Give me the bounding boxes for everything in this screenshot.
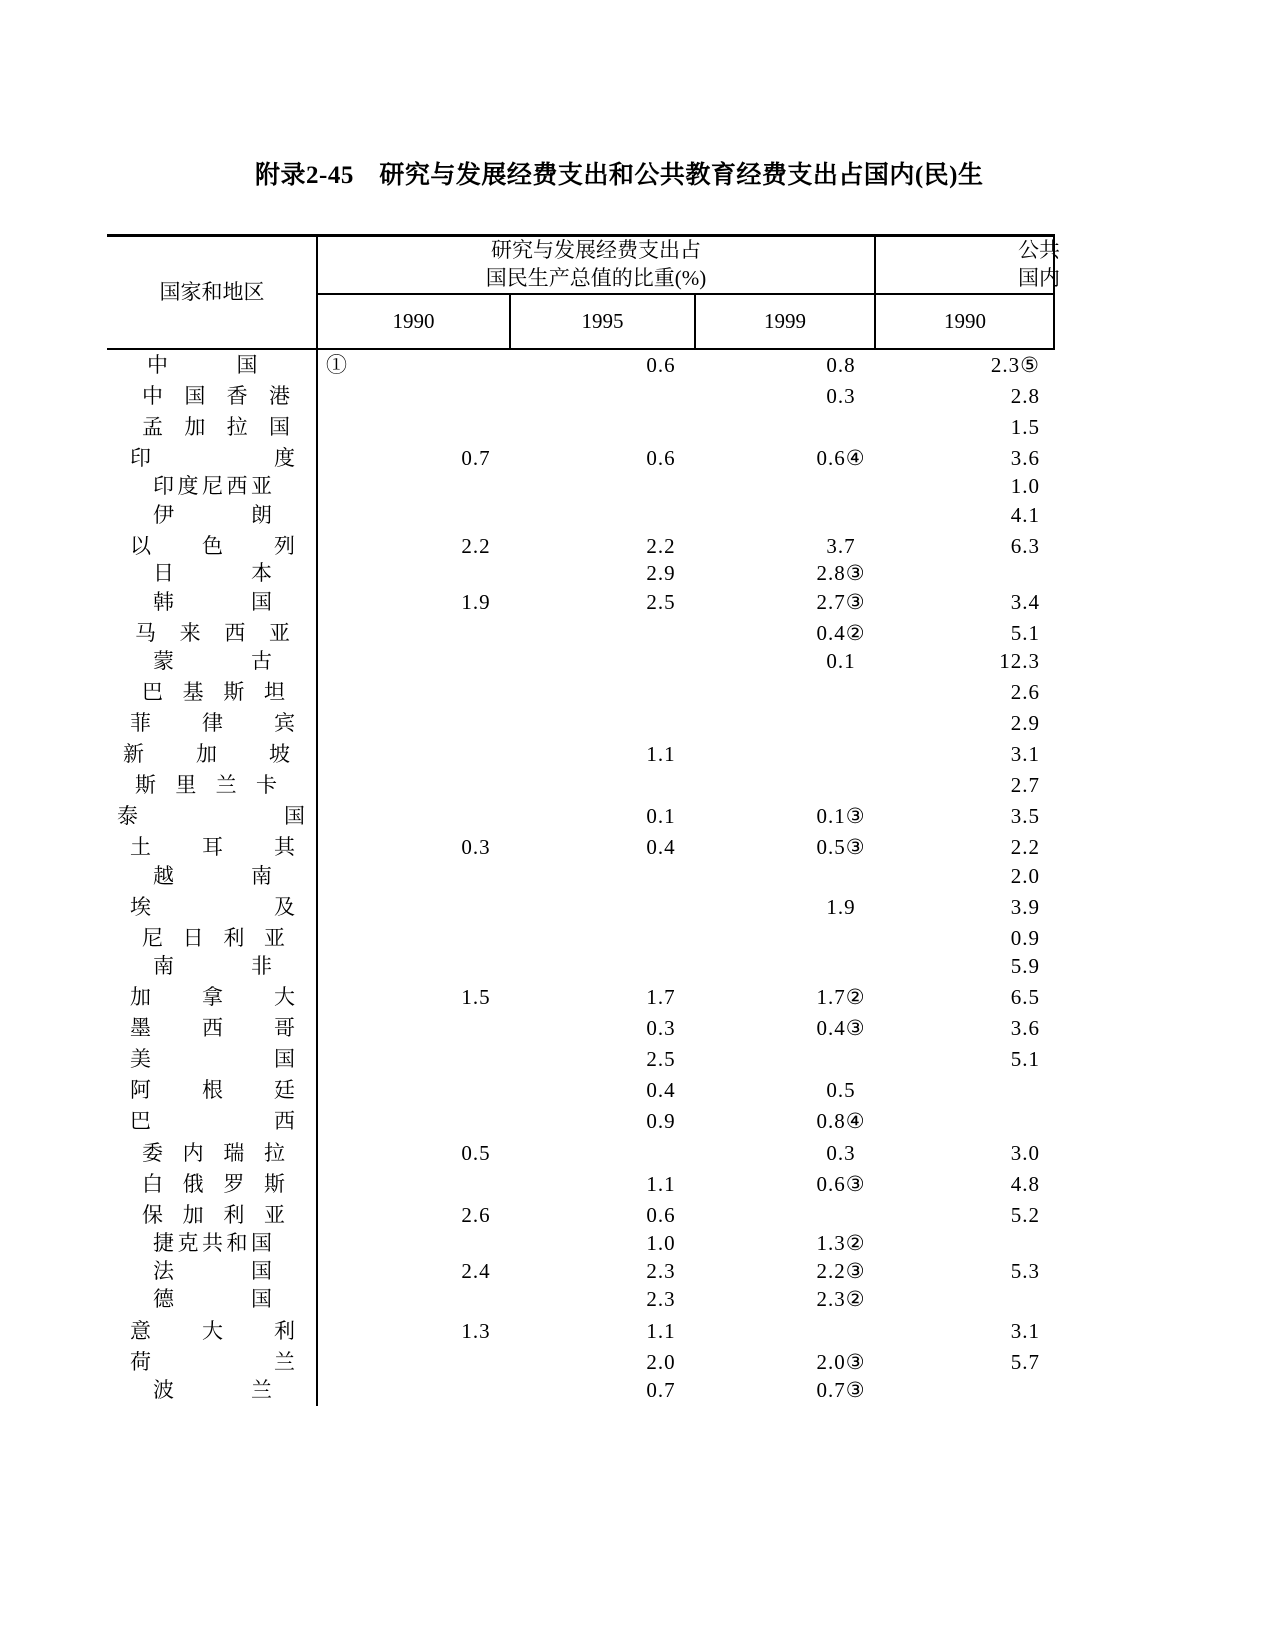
value-cell: 1.9	[826, 895, 856, 919]
rd-group-header-line2: 国民生产总值的比重(%)	[485, 266, 707, 290]
value-cell: 0.1③	[816, 804, 866, 828]
country-name: 新加坡	[123, 742, 290, 766]
value-cell: 2.2	[646, 534, 676, 558]
year-header: 1990	[944, 309, 986, 333]
country-name: 加拿大	[130, 985, 295, 1009]
edu-group-header-line2: 国内	[1018, 266, 1060, 290]
value-cell: 0.6	[646, 446, 676, 470]
header-mid-rule	[317, 293, 1055, 295]
table-row	[0, 1014, 1055, 1042]
value-cell: 2.0③	[816, 1350, 866, 1374]
value-cell: 2.9	[1010, 711, 1040, 735]
value-cell: 3.4	[1010, 590, 1040, 614]
value-cell: 1.3	[461, 1319, 491, 1343]
country-name: 泰国	[117, 804, 305, 828]
value-cell: 1.3②	[816, 1231, 866, 1255]
value-cell: 1.0	[646, 1231, 676, 1255]
country-name: 白俄罗斯	[142, 1172, 285, 1196]
country-name: 中国香港	[142, 384, 290, 408]
value-cell: 1.5	[1010, 415, 1040, 439]
country-name: 法国	[153, 1259, 272, 1283]
value-cell: 2.6	[461, 1203, 491, 1227]
table-row	[0, 1348, 1055, 1376]
value-cell: 2.3	[646, 1287, 676, 1311]
value-cell: 5.3	[1010, 1259, 1040, 1283]
table-row	[0, 472, 1055, 500]
country-name: 意大利	[130, 1319, 295, 1343]
table-row	[0, 893, 1055, 921]
country-name: 日本	[153, 561, 272, 585]
value-cell: 0.6	[646, 353, 676, 377]
value-cell: 0.4②	[816, 621, 866, 645]
value-cell: 5.7	[1010, 1350, 1040, 1374]
value-cell: 3.6	[1010, 446, 1040, 470]
value-cell: 0.3	[646, 1016, 676, 1040]
table-row	[0, 444, 1055, 472]
value-cell: 5.1	[1010, 621, 1040, 645]
country-name: 中国①	[147, 353, 347, 377]
value-cell: 2.2③	[816, 1259, 866, 1283]
table-row	[0, 1257, 1055, 1285]
value-cell: 2.2	[461, 534, 491, 558]
value-cell: 2.3	[646, 1259, 676, 1283]
table-row	[0, 1201, 1055, 1229]
value-cell: 2.8	[1010, 384, 1040, 408]
country-name: 孟加拉国	[142, 415, 290, 439]
table-row	[0, 740, 1055, 768]
value-cell: 1.1	[646, 1172, 676, 1196]
value-cell: 0.1	[826, 649, 856, 673]
value-cell: 0.3	[826, 1141, 856, 1165]
value-cell: 1.9	[461, 590, 491, 614]
value-cell: 0.7③	[816, 1378, 866, 1402]
country-name: 韩国	[153, 590, 272, 614]
value-cell: 6.5	[1010, 985, 1040, 1009]
table-row	[0, 1107, 1055, 1135]
value-cell: 2.8③	[816, 561, 866, 585]
value-cell: 3.9	[1010, 895, 1040, 919]
value-cell: 0.5	[461, 1141, 491, 1165]
table-row	[0, 709, 1055, 737]
value-cell: 12.3	[999, 649, 1040, 673]
value-cell: 1.7	[646, 985, 676, 1009]
country-name: 保加利亚	[142, 1203, 285, 1227]
table-row	[0, 771, 1055, 799]
country-name: 越南	[153, 864, 272, 888]
country-name: 埃及	[130, 895, 295, 919]
table-row	[0, 924, 1055, 952]
table-row	[0, 501, 1055, 529]
value-cell: 0.3	[461, 835, 491, 859]
country-name: 蒙古	[153, 649, 272, 673]
edu-group-header-line1: 公共	[1018, 238, 1060, 262]
country-name: 印度尼西亚	[153, 474, 272, 498]
country-column-header: 国家和地区	[159, 280, 265, 304]
value-cell: 0.7	[461, 446, 491, 470]
value-cell: 2.9	[646, 561, 676, 585]
value-cell: 2.4	[461, 1259, 491, 1283]
value-cell: 2.5	[646, 590, 676, 614]
value-cell: 0.4	[646, 1078, 676, 1102]
country-name: 尼日利亚	[142, 926, 285, 950]
table-row	[0, 1285, 1055, 1313]
year-header: 1995	[581, 309, 624, 333]
table-row	[0, 802, 1055, 830]
country-name: 菲律宾	[130, 711, 295, 735]
year-header: 1999	[764, 309, 806, 333]
value-cell: 3.7	[826, 534, 856, 558]
value-cell: 2.3⑤	[990, 353, 1040, 377]
value-cell: 0.4	[646, 835, 676, 859]
country-name: 巴基斯坦	[142, 680, 285, 704]
value-cell: 0.9	[646, 1109, 676, 1133]
country-name: 波兰	[153, 1378, 272, 1402]
value-cell: 1.5	[461, 985, 491, 1009]
header-bottom-rule	[107, 348, 1055, 350]
value-cell: 3.5	[1010, 804, 1040, 828]
value-cell: 0.3	[826, 384, 856, 408]
table-row	[0, 532, 1055, 560]
table-row	[0, 862, 1055, 890]
value-cell: 4.8	[1010, 1172, 1040, 1196]
table-row	[0, 1170, 1055, 1198]
value-cell: 2.0	[1010, 864, 1040, 888]
country-name: 阿根廷	[130, 1078, 295, 1102]
table-row	[0, 382, 1055, 410]
value-cell: 1.1	[646, 1319, 676, 1343]
table-row	[0, 678, 1055, 706]
value-cell: 0.5	[826, 1078, 856, 1102]
table-row	[0, 983, 1055, 1011]
table-row	[0, 588, 1055, 616]
value-cell: 0.8④	[816, 1109, 866, 1133]
table-row	[0, 1076, 1055, 1104]
value-cell: 2.6	[1010, 680, 1040, 704]
table-title: 附录2-45 研究与发展经费支出和公共教育经费支出占国内(民)生	[255, 162, 984, 189]
value-cell: 6.3	[1010, 534, 1040, 558]
value-cell: 0.6④	[816, 446, 866, 470]
value-cell: 2.7	[1010, 773, 1040, 797]
table-row	[0, 413, 1055, 441]
value-cell: 5.1	[1010, 1047, 1040, 1071]
table-row	[0, 619, 1055, 647]
country-name: 印度	[130, 446, 295, 470]
country-name: 委内瑞拉	[142, 1141, 285, 1165]
country-name: 捷克共和国	[153, 1231, 272, 1255]
table-row	[0, 952, 1055, 980]
country-name: 马来西亚	[135, 621, 290, 645]
value-cell: 3.1	[1010, 742, 1040, 766]
table-row	[0, 559, 1055, 587]
value-cell: 3.1	[1010, 1319, 1040, 1343]
value-cell: 2.2	[1010, 835, 1040, 859]
country-name: 德国	[153, 1287, 272, 1311]
value-cell: 3.0	[1010, 1141, 1040, 1165]
value-cell: 0.7	[646, 1378, 676, 1402]
country-name: 伊朗	[153, 503, 272, 527]
table-row	[0, 1139, 1055, 1167]
table-row	[0, 833, 1055, 861]
table-row	[0, 1317, 1055, 1345]
value-cell: 0.6③	[816, 1172, 866, 1196]
country-name: 土耳其	[130, 835, 295, 859]
table-row	[0, 647, 1055, 675]
country-name: 南非	[153, 954, 272, 978]
table-row	[0, 1376, 1055, 1404]
table-row	[0, 351, 1055, 379]
country-name: 美国	[130, 1047, 295, 1071]
value-cell: 0.1	[646, 804, 676, 828]
value-cell: 0.8	[826, 353, 856, 377]
value-cell: 3.6	[1010, 1016, 1040, 1040]
value-cell: 2.7③	[816, 590, 866, 614]
value-cell: 2.0	[646, 1350, 676, 1374]
value-cell: 5.2	[1010, 1203, 1040, 1227]
value-cell: 0.4③	[816, 1016, 866, 1040]
value-cell: 1.7②	[816, 985, 866, 1009]
year-header: 1990	[392, 309, 435, 333]
value-cell: 5.9	[1010, 954, 1040, 978]
country-name: 巴西	[130, 1109, 295, 1133]
country-name: 斯里兰卡	[135, 773, 277, 797]
value-cell: 4.1	[1010, 503, 1040, 527]
value-cell: 0.9	[1010, 926, 1040, 950]
value-cell: 2.3②	[816, 1287, 866, 1311]
value-cell: 2.5	[646, 1047, 676, 1071]
value-cell: 0.6	[646, 1203, 676, 1227]
country-name: 荷兰	[130, 1350, 295, 1374]
table-row	[0, 1229, 1055, 1257]
country-name: 墨西哥	[130, 1016, 295, 1040]
table-row	[0, 1045, 1055, 1073]
rd-group-header-line1: 研究与发展经费支出占	[491, 238, 701, 262]
country-name: 以色列	[130, 534, 295, 558]
value-cell: 1.1	[646, 742, 676, 766]
value-cell: 0.5③	[816, 835, 866, 859]
value-cell: 1.0	[1010, 474, 1040, 498]
